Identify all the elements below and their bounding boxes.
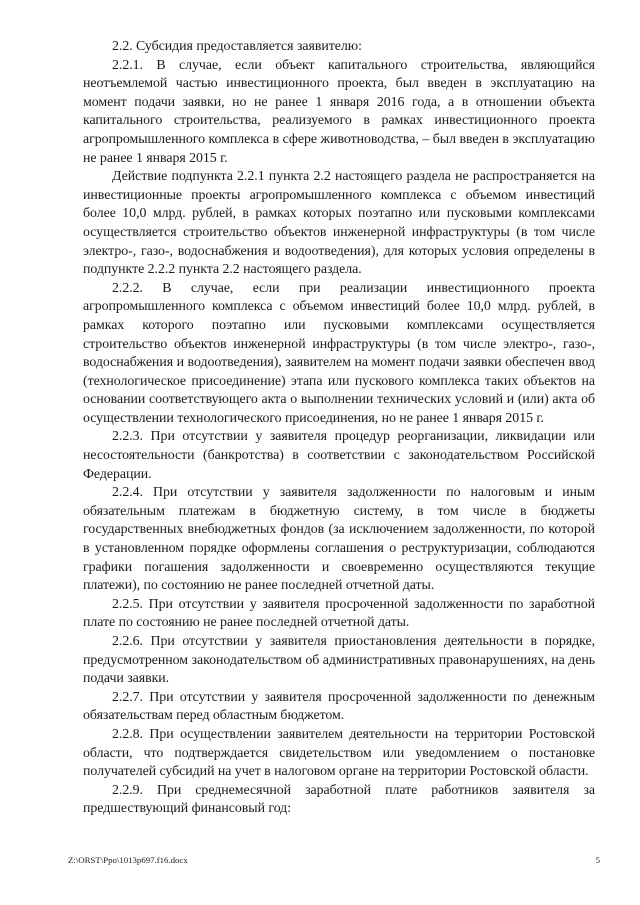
file-path: Z:\ORST\Ppo\1013p697.f16.docx <box>68 855 188 865</box>
paragraph-2-2-1: 2.2.1. В случае, если объект капитального строительства, являющийся неотъемлемой частью инвестиционного проекта, был введен в эксплуатацию на момент подачи заявки, но не ранее 1 января 2016 года, а в отношении объекта капитального строительства, реализуемого в рамках инвестиционного проекта агропромышленного комплекса в сфере животноводства, – был введен в эксплуатацию не ранее 1 января 2015 г. <box>83 57 595 166</box>
paragraph-2-2-9: 2.2.9. При среднемесячной заработной плате работников заявителя за предшествующий финансовый год: <box>83 782 595 817</box>
document-body <box>83 38 595 819</box>
paragraph-2-2-1-note: Действие подпункта 2.2.1 пункта 2.2 настоящего раздела не распространяется на инвестиционные проекты агропромышленного комплекса с объемом инвестиций более 10,0 млрд. рублей, в рамках которых поэтапно или пусковыми комплексами осуществляется строительство объектов инженерной инфраструктуры (в том числе электро-, газо-, водоснабжения и водоотведения), для которых условия определены в подпункте 2.2.2 пункта 2.2 настоящего раздела. <box>83 169 595 278</box>
paragraph-2-2-3: 2.2.3. При отсутствии у заявителя процедур реорганизации, ликвидации или несостоятельности (банкротства) в соответствии с законодательством Российской Федерации. <box>83 429 595 482</box>
page-number: 5 <box>595 855 600 865</box>
paragraph-2-2-7: 2.2.7. При отсутствии у заявителя просроченной задолженности по денежным обязательствам перед областным бюджетом. <box>83 689 595 724</box>
paragraph-2-2: 2.2. Субсидия предоставляется заявителю: <box>112 39 362 54</box>
paragraph-2-2-5: 2.2.5. При отсутствии у заявителя просроченной задолженности по заработной плате по состоянию не ранее последней отчетной даты. <box>83 596 595 631</box>
paragraph-2-2-8: 2.2.8. При осуществлении заявителем деятельности на территории Ростовской области, что подтверждается свидетельством или уведомлением о постановке получателей субсидий на учет в налоговом органе на территории Ростовской области. <box>83 726 595 780</box>
paragraph-2-2-4: 2.2.4. При отсутствии у заявителя задолженности по налоговым и иным обязательным платежам в бюджетную систему, в том числе в бюджеты государственных внебюджетных фондов (за исключением задолженности, по которой в установленном порядке оформлены соглашения о реструктуризации, соблюдаются графики погашения задолженности и своевременно осуществляются текущие платежи), по состоянию не ранее последней отчетной даты. <box>83 485 595 594</box>
paragraph-2-2-6: 2.2.6. При отсутствии у заявителя приостановления деятельности в порядке, предусмотренном законодательством об административных правонарушениях, на день подачи заявки. <box>83 634 595 687</box>
page-footer <box>68 855 600 867</box>
paragraph-2-2-2: 2.2.2. В случае, если при реализации инвестиционного проекта агропромышленного комплекса с объемом инвестиций более 10,0 млрд. рублей, в рамках которого поэтапно или пусковыми комплексами осуществляется строительство объектов инженерной инфраструктуры (в том числе электро-, газо-, водоснабжения и водоотведения), заявителем на момент подачи заявки обеспечен ввод (технологическое присоединение) этапа или пускового комплекса таких объектов на основании соответствующего акта о выполнении технических условий и (или) акта об осуществлении технологического присоединения, но не ранее 1 января 2015 г. <box>83 280 595 426</box>
